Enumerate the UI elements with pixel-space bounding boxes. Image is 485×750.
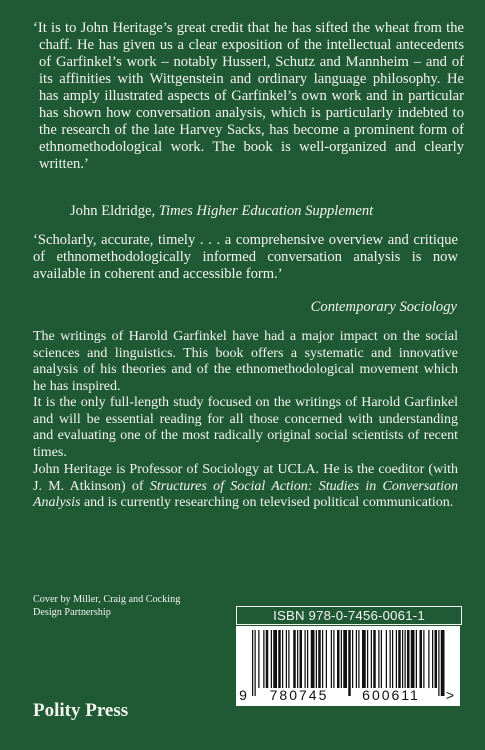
barcode-bar	[371, 630, 372, 688]
barcode-bar	[386, 630, 387, 688]
barcode-bar	[396, 630, 397, 688]
barcode-bar	[348, 630, 351, 696]
barcode-bar	[343, 630, 347, 688]
barcode-bar	[255, 630, 256, 696]
barcode-bar	[432, 630, 433, 688]
barcode-bar	[293, 630, 296, 688]
review-quote-2: ‘Scholarly, accurate, timely . . . a comprehensive overview and critique of ethnomethodologically informed conversation analysis is now available in coherent and accessible form.’	[33, 232, 458, 282]
barcode-left-digits: 780745	[269, 687, 329, 703]
barcode-bar	[341, 630, 342, 688]
barcode-bar	[367, 630, 368, 688]
barcode-bar	[266, 630, 269, 688]
publisher-logo: Polity Press	[33, 700, 129, 721]
barcode-bar	[398, 630, 401, 688]
barcode-bar	[337, 630, 340, 688]
barcode-bar	[416, 630, 417, 688]
barcode-bar	[438, 630, 439, 696]
barcode-arrow: >	[445, 687, 455, 703]
barcode-bar	[316, 630, 317, 688]
barcode-graphic	[236, 626, 460, 706]
barcode-bar	[405, 630, 406, 688]
barcode-bar	[282, 630, 283, 688]
barcode-bar	[288, 630, 289, 688]
barcode-bar	[311, 630, 315, 688]
barcode-bar	[278, 630, 281, 688]
review-attribution-2: Contemporary Sociology	[310, 299, 457, 315]
barcode-bar	[258, 630, 259, 688]
barcode-bar	[297, 630, 298, 688]
barcode-bar	[441, 630, 445, 696]
barcode-bar	[402, 630, 403, 688]
barcode-bar	[407, 630, 410, 688]
cover-credit-line-1: Cover by Miller, Craig and Cocking	[33, 594, 181, 605]
barcode-bar	[356, 630, 357, 688]
author-bio-text-end: and is currently researching on televised political communication.	[80, 495, 454, 511]
barcode-bar	[392, 630, 393, 688]
barcode-bar	[428, 630, 429, 688]
barcode-bar	[252, 630, 253, 696]
book-title: Structures of Social Action: Studies in Conversation Analysis	[33, 478, 458, 511]
barcode-bar	[273, 630, 277, 688]
barcode-bar	[420, 630, 423, 688]
barcode-bar	[305, 630, 306, 688]
barcode-bar	[358, 630, 359, 688]
reviewer-line	[70, 203, 373, 220]
reviewer-name: John Eldridge,	[70, 203, 156, 219]
barcode-bar	[263, 630, 264, 688]
barcode-bar	[378, 630, 379, 688]
review-quote-1: ‘It is to John Heritage’s great credit that he has sifted the wheat from the chaff. He has given us a clear exposition of the intellectual antecedents of Garfinkel’s work – notably Husserl, Schutz and Mannheim – and of its affinities with Wittgenstein and ordinary language philosophy. He has amply illustrated aspects of Garfinkel’s own work and in particular has shown how conversation analysis, which is particularly indebted to the research of the late Harvey Sacks, has become a prominent form of ethnomethodological work. The book is well-organized and clearly written.’	[33, 20, 464, 172]
barcode-bar	[331, 630, 332, 688]
barcode-bar	[307, 630, 308, 688]
barcode-bar	[411, 630, 415, 688]
barcode-bar	[318, 630, 321, 688]
barcode-bar	[322, 630, 323, 688]
barcode-bar	[423, 630, 424, 688]
cover-credit-line-2: Design Partnership	[33, 606, 111, 618]
barcode-bar	[271, 630, 272, 688]
isbn-text: ISBN 978-0-7456-0061-1	[273, 608, 425, 623]
blurb-paragraph-2: It is the only full-length study focused on the writings of Harold Garfinkel and will be essential reading for all those concerned with understanding and evaluating one of the most radically original social scientists of recent times.	[33, 395, 458, 460]
barcode-bar	[435, 630, 438, 688]
barcode-bar	[326, 630, 327, 688]
isbn-label	[236, 606, 462, 625]
barcode-bar	[362, 630, 366, 688]
author-bio	[33, 462, 458, 512]
barcode-bar	[300, 630, 303, 688]
barcode-bar	[381, 630, 382, 688]
barcode-bar	[352, 630, 353, 688]
barcode-bar	[373, 630, 376, 688]
cover-credit	[33, 594, 223, 619]
barcode-bar	[333, 630, 334, 688]
reviewer-publication: Times Higher Education Supplement	[158, 203, 374, 219]
barcode-first-digit: 9	[239, 687, 247, 703]
barcode	[236, 626, 460, 706]
barcode-bar	[390, 630, 391, 688]
author-bio-text: John Heritage is Professor of Sociology at UCLA. He is the coeditor (with J. M. Atkinson) of	[33, 462, 458, 494]
barcode-right-digits: 600611	[362, 687, 420, 703]
barcode-bar	[286, 630, 287, 688]
blurb-paragraph-1: The writings of Harold Garfinkel have had a major impact on the social sciences and linguistics. This book offers a systematic and innovative analysis of his theories and of the ethnomethodological movement which he has inspired.	[33, 329, 458, 394]
